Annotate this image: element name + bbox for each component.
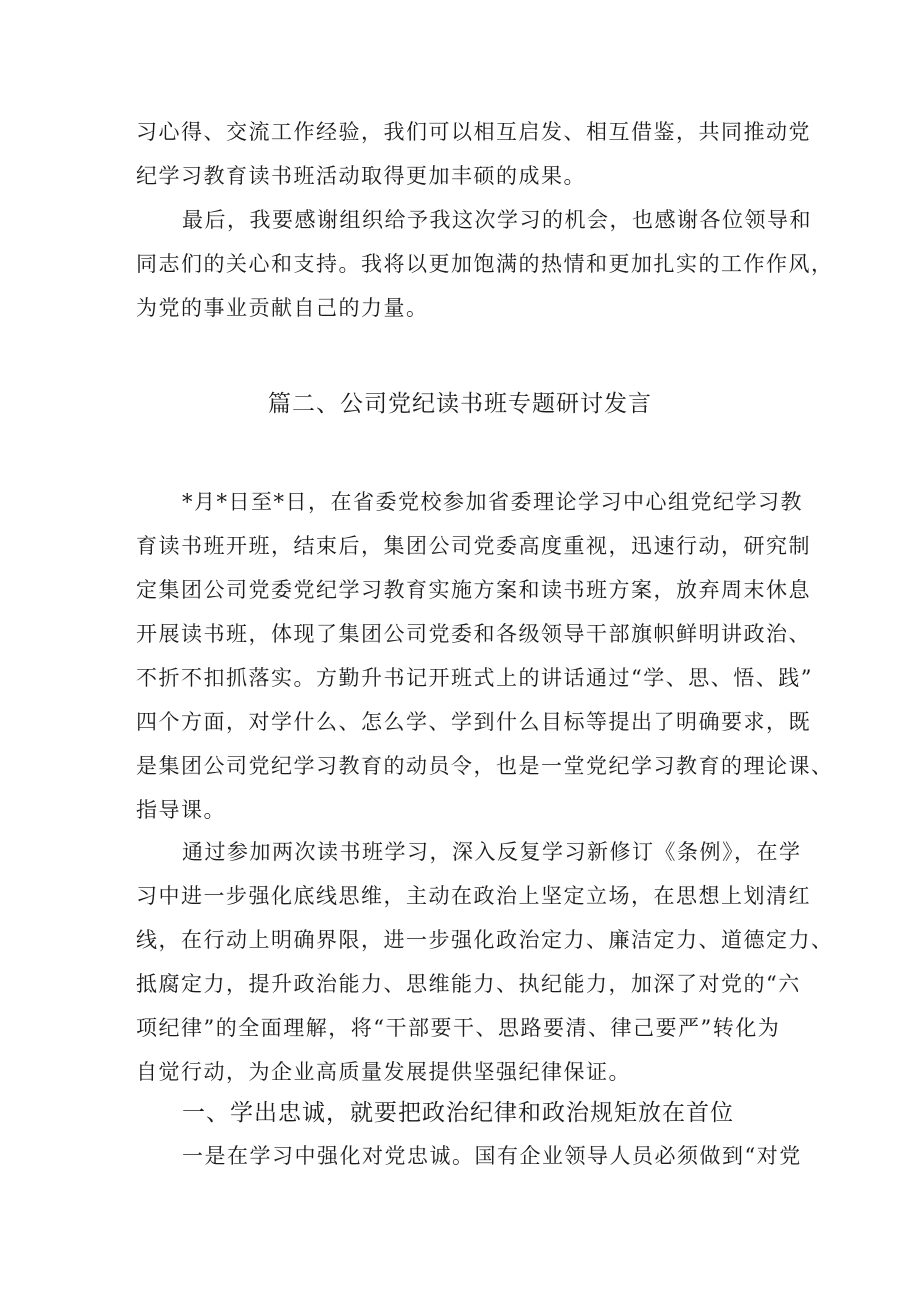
prev-section-line: 习心得、交流工作经验，我们可以相互启发、相互借鉴，共同推动党 [136, 120, 811, 144]
prev-section-line: 为党的事业贡献自己的力量。 [136, 296, 429, 320]
paragraph-line: 通过参加两次读书班学习，深入反复学习新修订《条例》，在学 [182, 840, 802, 864]
paragraph-line: 是集团公司党纪学习教育的动员令，也是一堂党纪学习教育的理论课、 [136, 754, 834, 778]
paragraph-line: 指导课。 [136, 798, 226, 822]
paragraph-line: 习中进一步强化底线思维，主动在政治上坚定立场，在思想上划清红 [136, 884, 811, 908]
paragraph-line: *月*日至*日，在省委党校参加省委理论学习中心组党纪学习教 [182, 490, 803, 514]
prev-section-line: 最后，我要感谢组织给予我这次学习的机会，也感谢各位领导和 [182, 208, 812, 232]
paragraph-line: 自觉行动，为企业高质量发展提供坚强纪律保证。 [136, 1060, 631, 1084]
prev-section-line: 纪学习教育读书班活动取得更加丰硕的成果。 [136, 164, 586, 188]
section-title: 篇二、公司党纪读书班专题研讨发言 [268, 391, 652, 417]
paragraph-line: 不折不扣抓落实。方勤升书记开班式上的讲话通过“学、思、悟、践” [136, 666, 813, 690]
paragraph-line: 项纪律”的全面理解，将“干部要干、思路要清、律己要严”转化为 [136, 1016, 781, 1040]
paragraph-line: 线，在行动上明确界限，进一步强化政治定力、廉洁定力、道德定力、 [136, 928, 834, 952]
paragraph-line: 开展读书班，体现了集团公司党委和各级领导干部旗帜鲜明讲政治、 [136, 622, 811, 646]
paragraph-line: 抵腐定力，提升政治能力、思维能力、执纪能力，加深了对党的“六 [136, 972, 801, 996]
paragraph-line: 一是在学习中强化对党忠诚。国有企业领导人员必须做到“对党 [182, 1144, 802, 1168]
paragraph-line: 四个方面，对学什么、怎么学、学到什么目标等提出了明确要求，既 [136, 710, 811, 734]
paragraph-line: 定集团公司党委党纪学习教育实施方案和读书班方案，放弃周末休息 [136, 578, 811, 602]
paragraph-line: 育读书班开班，结束后，集团公司党委高度重视，迅速行动，研究制 [136, 534, 811, 558]
subheading: 一、学出忠诚，就要把政治纪律和政治规矩放在首位 [182, 1100, 734, 1126]
prev-section-line: 同志们的关心和支持。我将以更加饱满的热情和更加扎实的工作作风， [136, 252, 834, 276]
